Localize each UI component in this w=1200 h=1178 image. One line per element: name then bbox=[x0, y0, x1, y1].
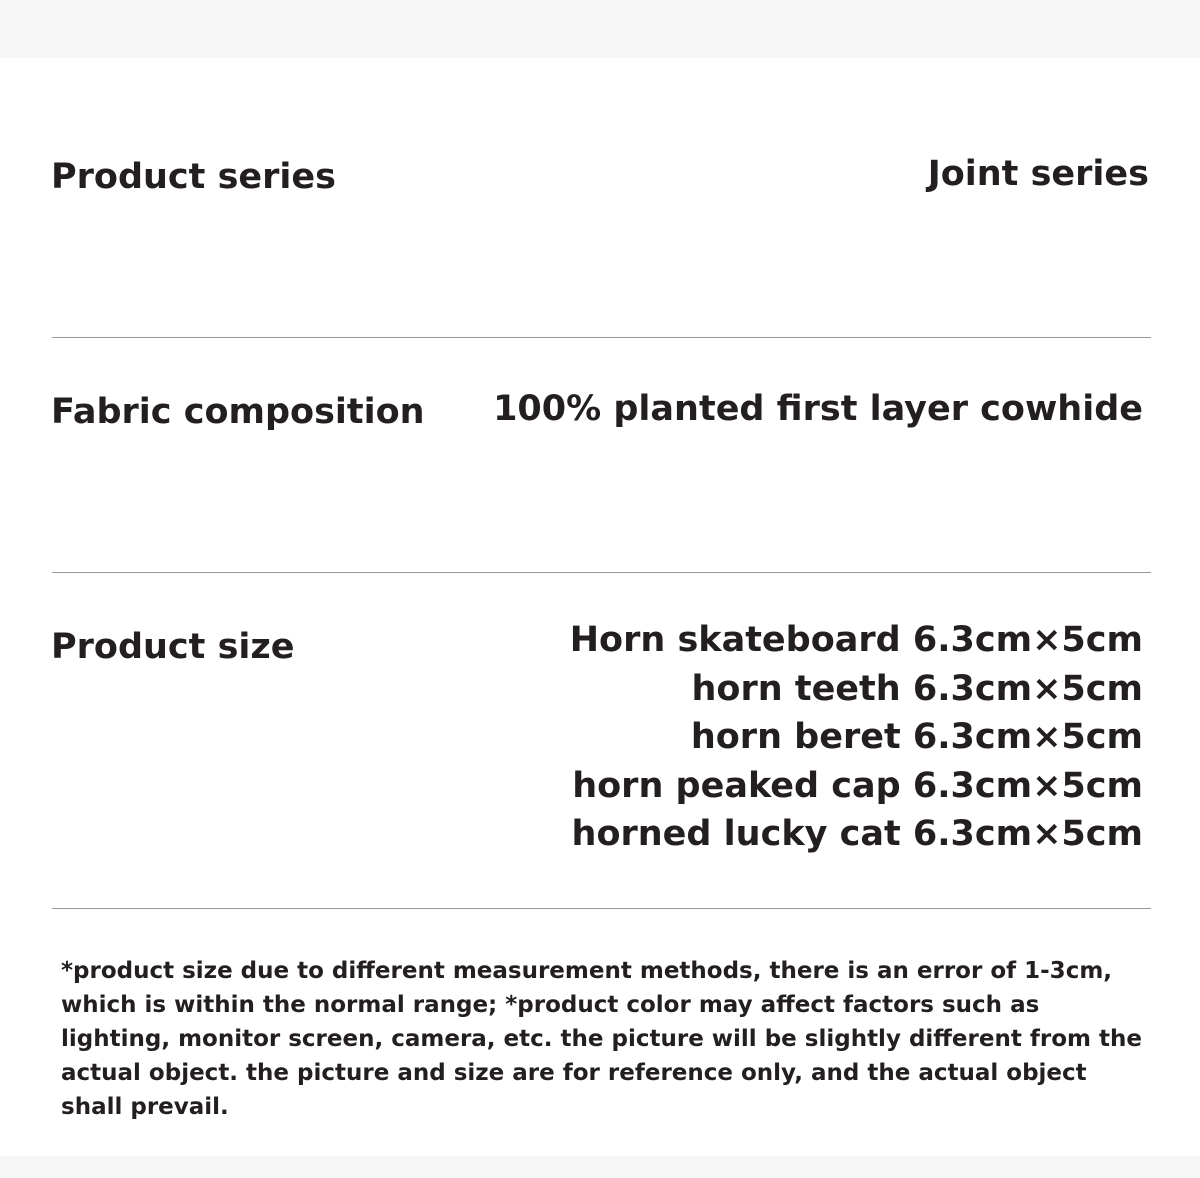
divider bbox=[52, 572, 1151, 573]
size-item: horn beret 6.3cm×5cm bbox=[690, 717, 1143, 757]
size-item: horned lucky cat 6.3cm×5cm bbox=[571, 814, 1143, 854]
disclaimer-note: *product size due to different measurement methods, there is an error of 1-3cm, which is within the normal range; *product color may affect factors such as lighting, monitor screen, camera, etc. the picture will be slightly different from the actual object. the picture and size are for reference only, and the actual object shall prevail. bbox=[61, 958, 1142, 1120]
spec-sheet bbox=[0, 58, 1200, 1156]
size-item: horn peaked cap 6.3cm×5cm bbox=[572, 765, 1143, 806]
fabric-composition-value: 100% planted first layer cowhide bbox=[493, 389, 1143, 429]
divider bbox=[52, 337, 1151, 338]
product-series-label: Product series bbox=[51, 157, 336, 197]
product-series-value: Joint series bbox=[927, 154, 1149, 194]
divider bbox=[52, 908, 1151, 909]
product-size-list bbox=[570, 616, 1143, 859]
size-item: horn teeth 6.3cm×5cm bbox=[691, 668, 1143, 709]
size-item: Horn skateboard 6.3cm×5cm bbox=[569, 620, 1143, 660]
fabric-composition-label: Fabric composition bbox=[51, 392, 425, 432]
product-size-label: Product size bbox=[51, 627, 295, 667]
